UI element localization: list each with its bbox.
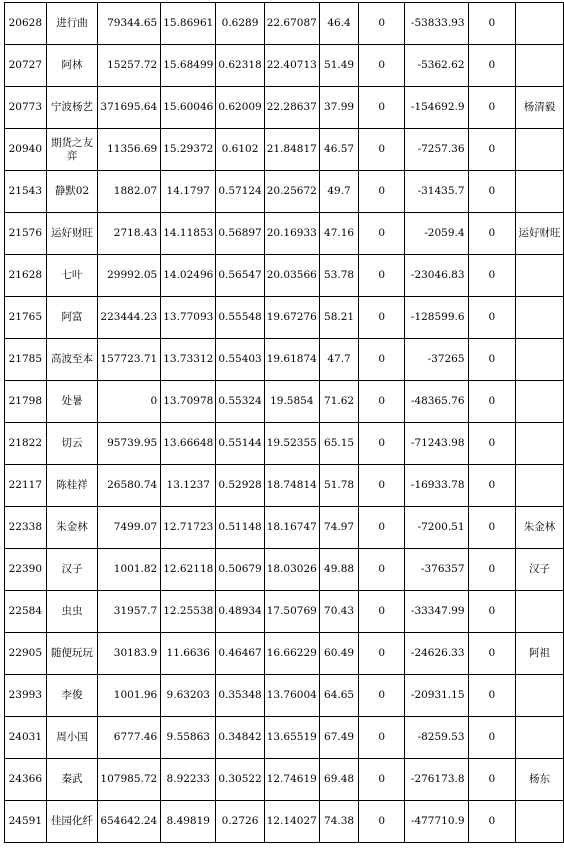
cell-value-4: 21.84817 xyxy=(264,129,319,171)
cell-value-6: 0 xyxy=(359,255,405,297)
cell-id: 24366 xyxy=(5,759,47,801)
data-table xyxy=(4,2,564,843)
cell-value-8: 0 xyxy=(468,759,516,801)
table-row xyxy=(5,675,564,717)
cell-note xyxy=(516,381,564,423)
cell-value-2: 15.60046 xyxy=(161,87,216,129)
table-row xyxy=(5,465,564,507)
cell-value-7: -16933.78 xyxy=(405,465,469,507)
cell-value-2: 13.66648 xyxy=(161,423,216,465)
table-row xyxy=(5,297,564,339)
cell-name: 七叶 xyxy=(46,255,98,297)
cell-note: 朱金林 xyxy=(516,507,564,549)
cell-value-4: 18.74814 xyxy=(264,465,319,507)
cell-name: 朱金林 xyxy=(46,507,98,549)
table-row xyxy=(5,255,564,297)
cell-value-7: -128599.6 xyxy=(405,297,469,339)
cell-value-4: 16.66229 xyxy=(264,633,319,675)
cell-value-6: 0 xyxy=(359,507,405,549)
cell-value-7: -48365.76 xyxy=(405,381,469,423)
cell-name: 进行曲 xyxy=(46,3,98,45)
cell-value-6: 0 xyxy=(359,549,405,591)
table-row xyxy=(5,549,564,591)
cell-value-3: 0.48934 xyxy=(216,591,264,633)
cell-note: 汉子 xyxy=(516,549,564,591)
cell-value-5: 65.15 xyxy=(319,423,358,465)
cell-value-3: 0.6102 xyxy=(216,129,264,171)
cell-value-7: -37265 xyxy=(405,339,469,381)
cell-value-4: 22.67087 xyxy=(264,3,319,45)
table-row xyxy=(5,423,564,465)
cell-value-7: -5362.62 xyxy=(405,45,469,87)
cell-value-6: 0 xyxy=(359,633,405,675)
cell-value-4: 19.67276 xyxy=(264,297,319,339)
cell-value-6: 0 xyxy=(359,171,405,213)
cell-value-4: 13.65519 xyxy=(264,717,319,759)
cell-value-6: 0 xyxy=(359,45,405,87)
cell-value-4: 19.52355 xyxy=(264,423,319,465)
table-row xyxy=(5,381,564,423)
cell-note xyxy=(516,717,564,759)
cell-value-1: 30183.9 xyxy=(98,633,161,675)
cell-value-6: 0 xyxy=(359,3,405,45)
cell-value-5: 49.7 xyxy=(319,171,358,213)
cell-note: 阿祖 xyxy=(516,633,564,675)
cell-value-1: 26580.74 xyxy=(98,465,161,507)
cell-value-1: 7499.07 xyxy=(98,507,161,549)
cell-value-5: 71.62 xyxy=(319,381,358,423)
cell-value-4: 18.16747 xyxy=(264,507,319,549)
cell-value-3: 0.30522 xyxy=(216,759,264,801)
cell-value-2: 9.63203 xyxy=(161,675,216,717)
cell-value-7: -24626.33 xyxy=(405,633,469,675)
table-row xyxy=(5,3,564,45)
cell-value-1: 371695.64 xyxy=(98,87,161,129)
cell-name: 静默02 xyxy=(46,171,98,213)
cell-value-1: 107985.72 xyxy=(98,759,161,801)
cell-value-3: 0.55403 xyxy=(216,339,264,381)
cell-note xyxy=(516,129,564,171)
cell-value-5: 49.88 xyxy=(319,549,358,591)
cell-value-6: 0 xyxy=(359,801,405,843)
cell-value-4: 20.25672 xyxy=(264,171,319,213)
cell-id: 23993 xyxy=(5,675,47,717)
cell-value-5: 37.99 xyxy=(319,87,358,129)
cell-value-3: 0.35348 xyxy=(216,675,264,717)
cell-value-7: -154692.9 xyxy=(405,87,469,129)
cell-value-7: -7200.51 xyxy=(405,507,469,549)
cell-value-5: 46.4 xyxy=(319,3,358,45)
cell-note xyxy=(516,45,564,87)
cell-value-1: 79344.65 xyxy=(98,3,161,45)
cell-name: 处暑 xyxy=(46,381,98,423)
cell-id: 21798 xyxy=(5,381,47,423)
cell-value-6: 0 xyxy=(359,339,405,381)
table-row xyxy=(5,129,564,171)
cell-value-8: 0 xyxy=(468,381,516,423)
table-row xyxy=(5,507,564,549)
cell-name: 李俊 xyxy=(46,675,98,717)
cell-value-3: 0.52928 xyxy=(216,465,264,507)
cell-id: 22390 xyxy=(5,549,47,591)
cell-value-1: 0 xyxy=(98,381,161,423)
cell-value-1: 1882.07 xyxy=(98,171,161,213)
cell-value-5: 64.65 xyxy=(319,675,358,717)
cell-id: 20727 xyxy=(5,45,47,87)
table-row xyxy=(5,45,564,87)
cell-value-7: -8259.53 xyxy=(405,717,469,759)
cell-value-7: -477710.9 xyxy=(405,801,469,843)
cell-value-2: 13.77093 xyxy=(161,297,216,339)
cell-value-3: 0.62318 xyxy=(216,45,264,87)
table-row xyxy=(5,87,564,129)
cell-value-8: 0 xyxy=(468,339,516,381)
cell-id: 22905 xyxy=(5,633,47,675)
cell-value-3: 0.51148 xyxy=(216,507,264,549)
table-row xyxy=(5,759,564,801)
cell-name: 期货之友弈 xyxy=(46,129,98,171)
cell-note xyxy=(516,297,564,339)
cell-value-3: 0.55324 xyxy=(216,381,264,423)
table-row xyxy=(5,801,564,843)
table-body xyxy=(5,3,564,843)
table-row xyxy=(5,633,564,675)
cell-value-4: 19.5854 xyxy=(264,381,319,423)
cell-note xyxy=(516,801,564,843)
table-row xyxy=(5,591,564,633)
cell-value-2: 12.62118 xyxy=(161,549,216,591)
table-row xyxy=(5,171,564,213)
cell-value-5: 51.49 xyxy=(319,45,358,87)
cell-value-8: 0 xyxy=(468,717,516,759)
cell-value-8: 0 xyxy=(468,633,516,675)
cell-note xyxy=(516,339,564,381)
cell-value-5: 60.49 xyxy=(319,633,358,675)
cell-value-6: 0 xyxy=(359,213,405,255)
cell-value-2: 12.25538 xyxy=(161,591,216,633)
cell-note: 运好财旺 xyxy=(516,213,564,255)
cell-value-4: 22.40713 xyxy=(264,45,319,87)
cell-value-1: 654642.24 xyxy=(98,801,161,843)
cell-value-8: 0 xyxy=(468,171,516,213)
cell-value-7: -2059.4 xyxy=(405,213,469,255)
cell-value-8: 0 xyxy=(468,591,516,633)
cell-value-6: 0 xyxy=(359,717,405,759)
cell-value-2: 14.02496 xyxy=(161,255,216,297)
cell-name: 周小国 xyxy=(46,717,98,759)
cell-id: 24031 xyxy=(5,717,47,759)
cell-value-8: 0 xyxy=(468,3,516,45)
cell-value-2: 15.86961 xyxy=(161,3,216,45)
cell-note: 杨东 xyxy=(516,759,564,801)
cell-value-5: 74.97 xyxy=(319,507,358,549)
table-row xyxy=(5,339,564,381)
cell-value-3: 0.46467 xyxy=(216,633,264,675)
cell-value-5: 70.43 xyxy=(319,591,358,633)
cell-note xyxy=(516,675,564,717)
cell-name: 阿富 xyxy=(46,297,98,339)
cell-value-3: 0.56547 xyxy=(216,255,264,297)
cell-value-1: 223444.23 xyxy=(98,297,161,339)
cell-value-5: 69.48 xyxy=(319,759,358,801)
cell-name: 陈桂祥 xyxy=(46,465,98,507)
cell-value-2: 8.92233 xyxy=(161,759,216,801)
cell-value-6: 0 xyxy=(359,591,405,633)
cell-id: 24591 xyxy=(5,801,47,843)
cell-value-2: 14.1797 xyxy=(161,171,216,213)
cell-value-2: 13.70978 xyxy=(161,381,216,423)
cell-value-4: 19.61874 xyxy=(264,339,319,381)
cell-value-1: 2718.43 xyxy=(98,213,161,255)
cell-value-6: 0 xyxy=(359,675,405,717)
cell-name: 宁波杨艺 xyxy=(46,87,98,129)
cell-value-5: 74.38 xyxy=(319,801,358,843)
cell-value-5: 67.49 xyxy=(319,717,358,759)
cell-value-7: -276173.8 xyxy=(405,759,469,801)
cell-value-1: 29992.05 xyxy=(98,255,161,297)
cell-value-4: 22.28637 xyxy=(264,87,319,129)
cell-value-5: 47.16 xyxy=(319,213,358,255)
cell-value-5: 51.78 xyxy=(319,465,358,507)
cell-value-2: 13.73312 xyxy=(161,339,216,381)
cell-value-1: 1001.82 xyxy=(98,549,161,591)
cell-value-5: 46.57 xyxy=(319,129,358,171)
cell-value-8: 0 xyxy=(468,423,516,465)
cell-value-7: -23046.83 xyxy=(405,255,469,297)
cell-value-3: 0.55548 xyxy=(216,297,264,339)
cell-value-4: 17.50769 xyxy=(264,591,319,633)
cell-id: 21765 xyxy=(5,297,47,339)
cell-value-3: 0.62009 xyxy=(216,87,264,129)
cell-value-6: 0 xyxy=(359,381,405,423)
cell-value-1: 31957.7 xyxy=(98,591,161,633)
cell-name: 高波至本 xyxy=(46,339,98,381)
cell-id: 21822 xyxy=(5,423,47,465)
cell-value-3: 0.6289 xyxy=(216,3,264,45)
cell-value-6: 0 xyxy=(359,129,405,171)
cell-value-7: -7257.36 xyxy=(405,129,469,171)
cell-value-4: 18.03026 xyxy=(264,549,319,591)
cell-id: 22338 xyxy=(5,507,47,549)
cell-name: 切云 xyxy=(46,423,98,465)
cell-note xyxy=(516,465,564,507)
cell-value-8: 0 xyxy=(468,675,516,717)
cell-value-4: 12.14027 xyxy=(264,801,319,843)
cell-value-3: 0.56897 xyxy=(216,213,264,255)
cell-value-6: 0 xyxy=(359,759,405,801)
cell-value-7: -31435.7 xyxy=(405,171,469,213)
cell-value-6: 0 xyxy=(359,465,405,507)
cell-value-6: 0 xyxy=(359,297,405,339)
cell-value-7: -71243.98 xyxy=(405,423,469,465)
cell-name: 佳园化纤 xyxy=(46,801,98,843)
table-row xyxy=(5,717,564,759)
cell-id: 20773 xyxy=(5,87,47,129)
cell-value-1: 1001.96 xyxy=(98,675,161,717)
cell-id: 22117 xyxy=(5,465,47,507)
cell-value-5: 47.7 xyxy=(319,339,358,381)
cell-value-7: -376357 xyxy=(405,549,469,591)
cell-value-3: 0.55144 xyxy=(216,423,264,465)
cell-value-8: 0 xyxy=(468,129,516,171)
cell-note xyxy=(516,591,564,633)
cell-value-4: 12.74619 xyxy=(264,759,319,801)
cell-value-2: 14.11853 xyxy=(161,213,216,255)
cell-value-1: 15257.72 xyxy=(98,45,161,87)
cell-value-7: -20931.15 xyxy=(405,675,469,717)
cell-value-8: 0 xyxy=(468,507,516,549)
cell-value-8: 0 xyxy=(468,801,516,843)
cell-note xyxy=(516,3,564,45)
cell-value-1: 157723.71 xyxy=(98,339,161,381)
cell-id: 21576 xyxy=(5,213,47,255)
cell-value-3: 0.57124 xyxy=(216,171,264,213)
cell-value-2: 15.29372 xyxy=(161,129,216,171)
cell-value-8: 0 xyxy=(468,465,516,507)
cell-value-8: 0 xyxy=(468,213,516,255)
cell-value-8: 0 xyxy=(468,255,516,297)
cell-value-7: -53833.93 xyxy=(405,3,469,45)
cell-note xyxy=(516,255,564,297)
cell-value-2: 15.68499 xyxy=(161,45,216,87)
cell-value-1: 95739.95 xyxy=(98,423,161,465)
cell-value-2: 8.49819 xyxy=(161,801,216,843)
cell-value-4: 13.76004 xyxy=(264,675,319,717)
cell-value-7: -33347.99 xyxy=(405,591,469,633)
cell-value-3: 0.2726 xyxy=(216,801,264,843)
cell-value-5: 58.21 xyxy=(319,297,358,339)
cell-value-8: 0 xyxy=(468,549,516,591)
cell-note: 杨清毅 xyxy=(516,87,564,129)
cell-id: 21543 xyxy=(5,171,47,213)
cell-name: 虫虫 xyxy=(46,591,98,633)
cell-id: 21785 xyxy=(5,339,47,381)
cell-value-1: 11356.69 xyxy=(98,129,161,171)
cell-name: 秦武 xyxy=(46,759,98,801)
cell-value-6: 0 xyxy=(359,87,405,129)
cell-value-2: 12.71723 xyxy=(161,507,216,549)
cell-value-1: 6777.46 xyxy=(98,717,161,759)
cell-value-8: 0 xyxy=(468,45,516,87)
cell-value-5: 53.78 xyxy=(319,255,358,297)
cell-name: 运好财旺 xyxy=(46,213,98,255)
cell-note xyxy=(516,423,564,465)
cell-value-2: 9.55863 xyxy=(161,717,216,759)
cell-value-8: 0 xyxy=(468,87,516,129)
cell-value-3: 0.34842 xyxy=(216,717,264,759)
cell-id: 21628 xyxy=(5,255,47,297)
cell-name: 汉子 xyxy=(46,549,98,591)
cell-value-8: 0 xyxy=(468,297,516,339)
cell-value-4: 20.16933 xyxy=(264,213,319,255)
cell-id: 20940 xyxy=(5,129,47,171)
cell-id: 22584 xyxy=(5,591,47,633)
cell-name: 阿林 xyxy=(46,45,98,87)
cell-value-2: 13.1237 xyxy=(161,465,216,507)
table-row xyxy=(5,213,564,255)
cell-value-2: 11.6636 xyxy=(161,633,216,675)
cell-id: 20628 xyxy=(5,3,47,45)
cell-value-6: 0 xyxy=(359,423,405,465)
cell-name: 随便玩玩 xyxy=(46,633,98,675)
cell-value-4: 20.03566 xyxy=(264,255,319,297)
cell-note xyxy=(516,171,564,213)
cell-value-3: 0.50679 xyxy=(216,549,264,591)
